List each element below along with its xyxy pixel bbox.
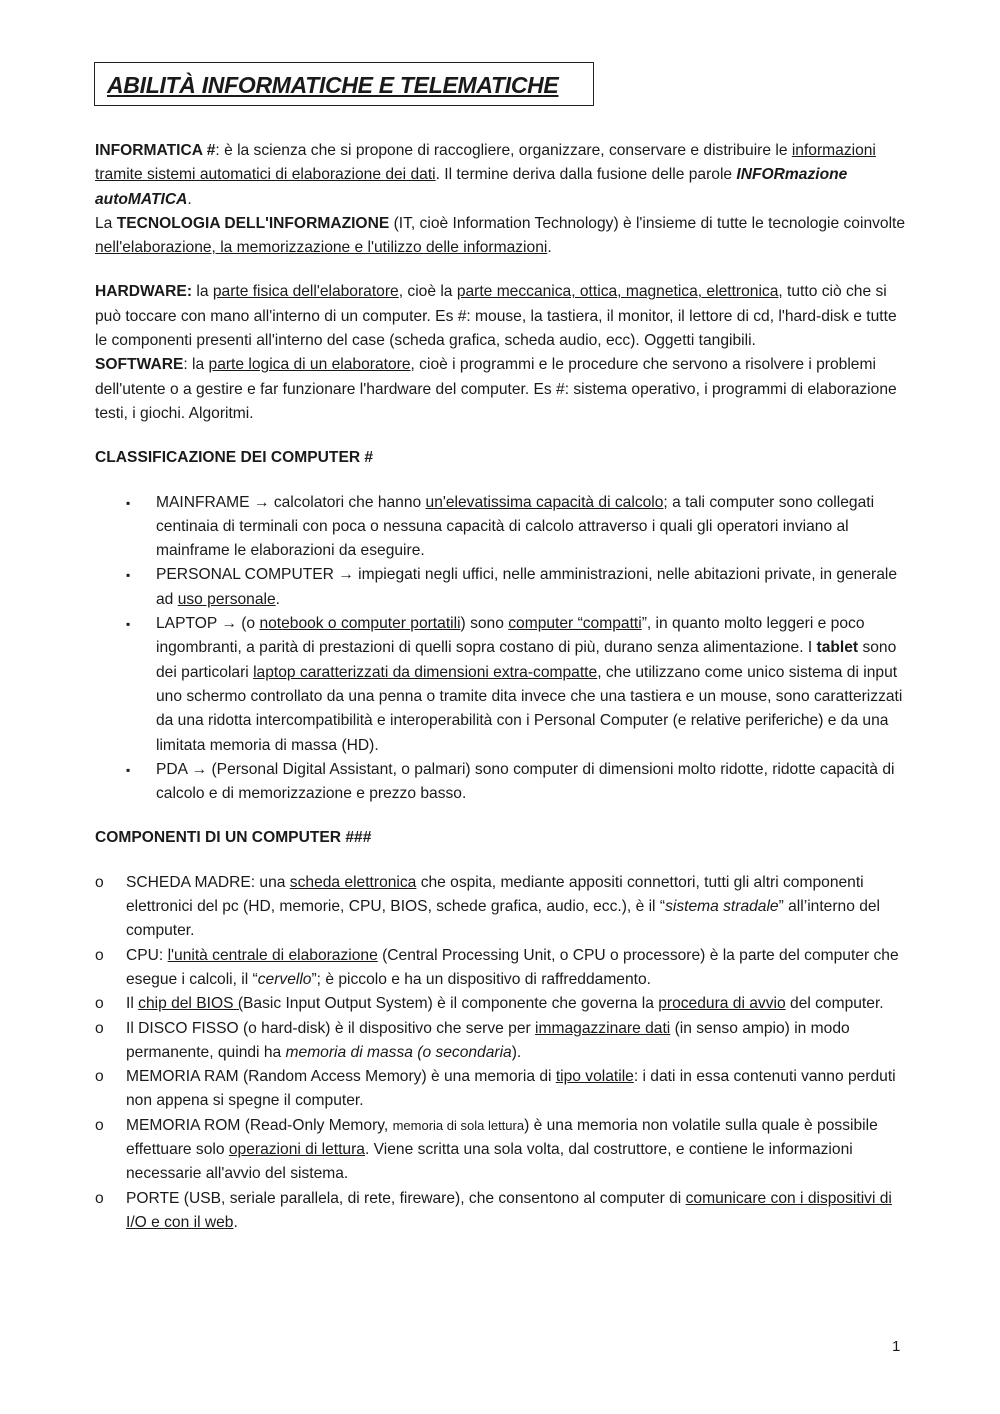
document-body <box>95 139 907 1235</box>
list-item-personal-computer <box>95 563 907 612</box>
term-software: SOFTWARE <box>95 356 184 374</box>
underlined-text: uso personale <box>177 590 276 608</box>
classification-list <box>95 491 907 807</box>
text: MEMORIA RAM (Random Access Memory) è una memoria di <box>126 1068 556 1086</box>
text: . <box>187 190 192 208</box>
circle-bullet-icon: o <box>95 1189 104 1207</box>
text: Il <box>126 995 139 1013</box>
text: (Central Processing Unit, o CPU o processore) è la parte del computer che esegue i calcoli, il “ <box>126 946 899 988</box>
list-item-memoria-ram <box>95 1065 907 1114</box>
paragraph-hardware <box>95 280 907 353</box>
arrow-icon: → <box>253 493 270 511</box>
text: ) sono <box>460 615 509 633</box>
text: (IT, cioè Information Technology) è l'insieme di tutte le tecnologie coinvolte <box>389 214 906 232</box>
square-bullet-icon: ▪ <box>126 568 131 583</box>
circle-bullet-icon: o <box>95 1068 104 1086</box>
square-bullet-icon: ▪ <box>126 495 131 510</box>
text: impiegati negli uffici, nelle amministrazioni, nelle abitazioni private, in generale ad <box>156 566 898 608</box>
text: PORTE (USB, seriale parallela, di rete, fireware), che consentono al computer di <box>126 1189 686 1207</box>
text: SCHEDA MADRE: una <box>126 873 290 891</box>
text: del computer. <box>785 995 884 1013</box>
italic-text: cervello <box>257 970 312 988</box>
list-item-pda <box>95 758 907 807</box>
text: . Il termine deriva dalla fusione delle parole <box>435 166 737 184</box>
text: , tutto ciò che si può toccare con mano all'interno di un computer. Es #: mouse, la tastiera, il monitor, il lettore di cd, l'hard-disk e tutte le componenti presenti all'interno del case (scheda grafica, scheda audio, ecc). Oggetti tangibili. <box>95 283 897 350</box>
list-item-scheda-madre <box>95 871 907 944</box>
circle-bullet-icon: o <box>95 1019 104 1037</box>
text: ). <box>511 1043 522 1061</box>
document-title: ABILITÀ INFORMATICHE E TELEMATICHE <box>107 72 559 98</box>
item-label: MAINFRAME <box>156 493 254 511</box>
list-item-disco-fisso <box>95 1017 907 1066</box>
term-hardware: HARDWARE: <box>95 283 193 301</box>
paragraph-tecnologia <box>95 212 907 261</box>
heading-componenti <box>95 826 907 850</box>
underlined-text: laptop caratterizzati da dimensioni extra-compatte <box>253 663 598 681</box>
underlined-text: immagazzinare dati <box>535 1019 671 1037</box>
circle-bullet-icon: o <box>95 1116 104 1134</box>
underlined-text: comunicare con i dispositivi di I/O e con il web <box>126 1189 892 1231</box>
underlined-text: operazioni di lettura <box>228 1140 365 1158</box>
text: Il DISCO FISSO (o hard-disk) è il dispositivo che serve per <box>126 1019 536 1037</box>
circle-bullet-icon: o <box>95 946 104 964</box>
underlined-text: procedura di avvio <box>658 995 786 1013</box>
text: ; a tali computer sono collegati centinaia di terminali con poca o nessuna capacità di calcolo attraverso i quali gli operatori inviano al mainframe le elaborazioni da eseguire. <box>156 493 875 560</box>
text: La <box>95 214 117 232</box>
text: che ospita, mediante appositi connettori, tutti gli altri componenti elettronici del pc (HD, memorie, CPU, BIOS, schede grafica, audio, ecc.), è il “ <box>126 873 864 916</box>
text: , cioè i programmi e le procedure che servono a risolvere i problemi dell'utente o a gestire e far funzionare l'hardware del computer. Es #: sistema operativo, i programmi di elaborazione testi, i giochi. Algoritmi. <box>95 356 897 422</box>
text: . Viene scritta una sola volta, dal costruttore, e contiene le informazioni necessarie all'avvio del sistema. <box>126 1140 853 1183</box>
underlined-text: notebook o computer portatili <box>259 615 461 633</box>
text: : i dati in essa contenuti vanno perduti non appena si spegne il computer. <box>126 1068 896 1110</box>
text: sono dei particolari <box>156 639 897 681</box>
text: , cioè la <box>398 283 457 301</box>
underlined-text: informazioni tramite sistemi automatici di elaborazione dei dati <box>95 142 876 184</box>
small-text: memoria di sola lettura <box>392 1117 525 1133</box>
underlined-text: un'elevatissima capacità di calcolo <box>425 493 664 511</box>
arrow-icon: → <box>221 615 237 633</box>
text: ”, in quanto molto leggeri e poco ingombranti, a parità di prestazioni di quelli sopra costano di più, durano senza alimentazione. I <box>156 615 865 657</box>
italic-text: sistema stradale <box>665 898 779 916</box>
term-informatica: INFORMATICA # <box>95 142 216 159</box>
text: . <box>233 1213 238 1231</box>
text: ”; è piccolo e ha un dispositivo di raffreddamento. <box>311 970 651 988</box>
text: (in senso ampio) in modo permanente, quindi ha <box>126 1019 850 1061</box>
item-label: PERSONAL COMPUTER <box>156 566 339 584</box>
text: ” all’interno del computer. <box>126 898 881 940</box>
components-list <box>95 871 907 1235</box>
underlined-text: tipo volatile <box>555 1068 634 1086</box>
text: , che utilizzano come unico sistema di input uno schermo controllato da una penna o tramite dita invece che una tastiera e un mouse, sono caratterizzati da una ridotta intercompatibilità e interoperabilità con i Personal Computer (e relative periferiche) e da una limitata memoria di massa (HD). <box>156 663 903 754</box>
underlined-text: scheda elettronica <box>289 873 417 891</box>
paragraph-informatica <box>95 139 907 212</box>
title-box <box>94 62 594 106</box>
emphasis-text: INFORmazione autoMATICA <box>95 166 848 208</box>
arrow-icon: → <box>338 566 354 584</box>
section-heading: CLASSIFICAZIONE DEI COMPUTER # <box>95 449 374 467</box>
paragraph-software <box>95 353 907 426</box>
underlined-text: parte logica di un elaboratore <box>208 356 411 374</box>
circle-bullet-icon: o <box>95 873 104 891</box>
italic-text: memoria di massa (o secondaria <box>285 1043 512 1061</box>
term-tecnologia: TECNOLOGIA DELL'INFORMAZIONE <box>116 214 390 232</box>
text: CPU: <box>126 946 168 964</box>
text: ) è una memoria non volatile sulla quale è possibile effettuare solo <box>126 1116 878 1158</box>
square-bullet-icon: ▪ <box>126 762 131 777</box>
underlined-text: l'unità centrale di elaborazione <box>167 946 378 964</box>
text: : la <box>183 356 209 374</box>
text: . <box>275 590 280 608</box>
list-item-porte <box>95 1187 907 1236</box>
arrow-icon: → <box>191 760 208 778</box>
list-item-cpu <box>95 944 907 993</box>
text: la <box>192 283 213 301</box>
list-item-bios <box>95 992 907 1016</box>
text: : è la scienza che si propone di raccogliere, organizzare, conservare e distribuire le <box>215 142 792 159</box>
square-bullet-icon: ▪ <box>126 617 131 632</box>
underlined-text: computer “compatti <box>508 615 642 633</box>
underlined-text: parte fisica dell'elaboratore <box>212 283 399 301</box>
item-label: PDA <box>156 760 192 778</box>
text: (Personal Digital Assistant, o palmari) sono computer di dimensioni molto ridotte, ridotte capacità di calcolo e di memorizzazione e prezzo basso. <box>156 760 895 803</box>
circle-bullet-icon: o <box>95 995 104 1013</box>
underlined-text: parte meccanica, ottica, magnetica, elettronica <box>456 283 779 301</box>
text: (o <box>236 615 260 633</box>
list-item-laptop <box>95 612 907 758</box>
text: Basic Input Output System) è il componente che governa la <box>243 995 659 1013</box>
item-label: LAPTOP <box>156 615 222 633</box>
section-heading: COMPONENTI DI UN COMPUTER ### <box>95 829 372 847</box>
page-number: 1 <box>892 1338 901 1355</box>
list-item-mainframe <box>95 491 907 564</box>
underlined-text: nell'elaborazione, la memorizzazione e l'utilizzo delle informazioni <box>95 239 548 257</box>
text: MEMORIA ROM (Read-Only Memory, <box>126 1116 393 1134</box>
text: . <box>547 239 552 257</box>
list-item-memoria-rom <box>95 1114 907 1187</box>
heading-classificazione <box>95 446 907 470</box>
bold-text: tablet <box>816 639 859 657</box>
text: calcolatori che hanno <box>269 493 426 511</box>
underlined-text: chip del BIOS ( <box>138 995 244 1013</box>
